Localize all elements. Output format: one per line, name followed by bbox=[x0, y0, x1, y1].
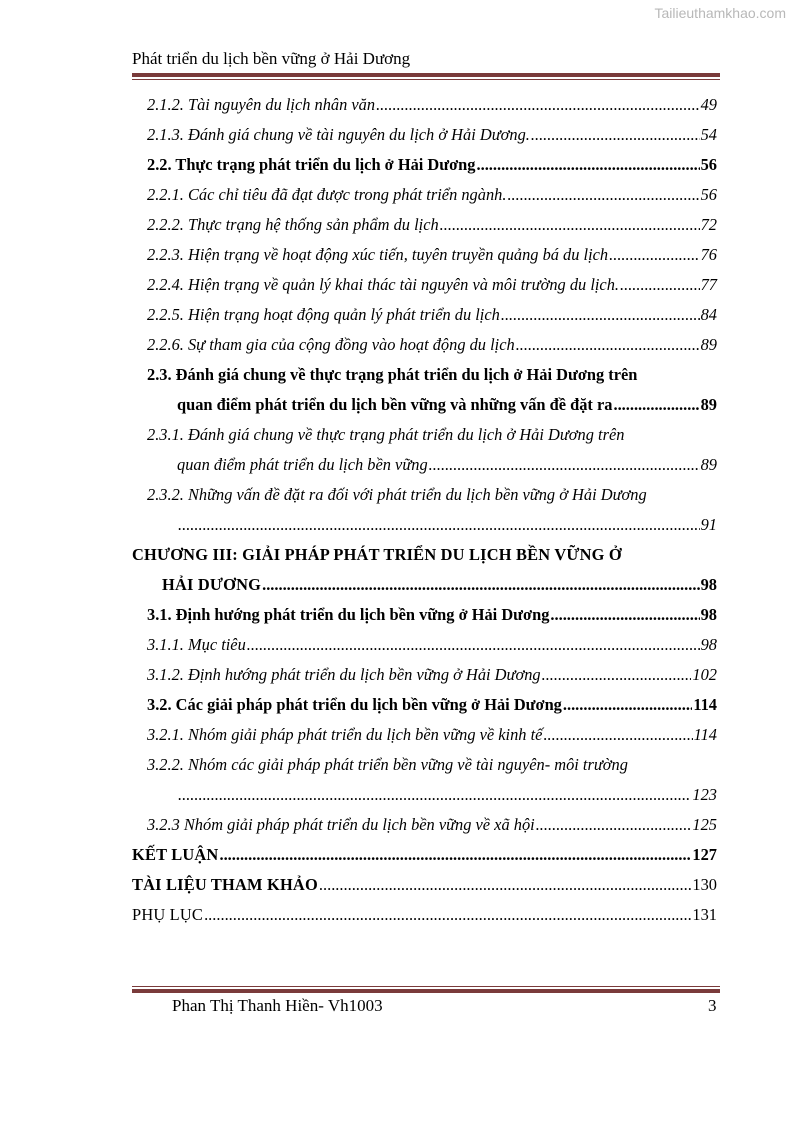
toc-entry-3-1 bbox=[132, 600, 717, 630]
toc-entry-page: 72 bbox=[700, 215, 717, 234]
toc-entry-title: 3.2.1. Nhóm giải pháp phát triển du lịch bền vững về kinh tế bbox=[147, 725, 543, 744]
toc-entry-title: 2.3. Đánh giá chung về thực trạng phát triển du lịch ở Hải Dương trên bbox=[147, 365, 638, 384]
leader-dots bbox=[319, 870, 692, 900]
toc-entry-page: 89 bbox=[700, 395, 717, 414]
toc-entry-title-continued: quan điểm phát triển du lịch bền vững và những vấn đề đặt ra bbox=[177, 395, 613, 414]
leader-dots bbox=[178, 510, 700, 540]
toc-entry-page: 84 bbox=[700, 305, 717, 324]
toc-entry-chapter-3 bbox=[132, 540, 717, 600]
footer-rule-thick bbox=[132, 989, 720, 993]
leader-dots bbox=[219, 840, 691, 870]
watermark-text: Tailieuthamkhao.com bbox=[654, 5, 786, 21]
toc-entry-2-2-3 bbox=[132, 240, 717, 270]
toc-entry-title: TÀI LIỆU THAM KHẢO bbox=[132, 875, 318, 894]
toc-entry-2-1-3 bbox=[132, 120, 717, 150]
toc-entry-page: 56 bbox=[700, 155, 717, 174]
toc-entry-title: CHƯƠNG III: GIẢI PHÁP PHÁT TRIỂN DU LỊCH BỀN VỮNG Ở bbox=[132, 545, 622, 564]
toc-entry-2-2-1 bbox=[132, 180, 717, 210]
header-rule-thick bbox=[132, 73, 720, 77]
toc-entry-page: 131 bbox=[692, 905, 717, 924]
toc-entry-2-3-1 bbox=[132, 420, 717, 480]
leader-dots bbox=[507, 180, 699, 210]
leader-dots bbox=[204, 900, 691, 930]
toc-entry-page: 76 bbox=[700, 245, 717, 264]
leader-dots bbox=[536, 810, 692, 840]
toc-entry-page: 114 bbox=[693, 695, 717, 714]
toc-entry-conclusion bbox=[132, 840, 717, 870]
toc-entry-title: 3.2.3 Nhóm giải pháp phát triển du lịch bền vững về xã hội bbox=[147, 815, 535, 834]
toc-entry-title: 2.1.2. Tài nguyên du lịch nhân văn bbox=[147, 95, 376, 114]
toc-entry-page: 91 bbox=[700, 515, 717, 534]
leader-dots bbox=[262, 570, 700, 600]
footer-rule-thin bbox=[132, 986, 720, 987]
leader-dots bbox=[247, 630, 700, 660]
leader-dots bbox=[531, 120, 700, 150]
toc-entry-title: 3.1.1. Mục tiêu bbox=[147, 635, 246, 654]
toc-entry-title: 3.1. Định hướng phát triển du lịch bền vững ở Hải Dương bbox=[147, 605, 550, 624]
toc-entry-page: 54 bbox=[700, 125, 717, 144]
leader-dots bbox=[440, 210, 700, 240]
table-of-contents bbox=[132, 90, 717, 930]
toc-entry-title: 3.2.2. Nhóm các giải pháp phát triển bền vững về tài nguyên- môi trường bbox=[147, 755, 628, 774]
toc-entry-title: 3.2. Các giải pháp phát triển du lịch bền vững ở Hải Dương bbox=[147, 695, 562, 714]
leader-dots bbox=[613, 390, 699, 420]
toc-entry-title: 2.2.3. Hiện trạng về hoạt động xúc tiến, tuyên truyền quảng bá du lịch bbox=[147, 245, 609, 264]
toc-entry-3-2-2 bbox=[132, 750, 717, 810]
toc-entry-page: 98 bbox=[700, 635, 717, 654]
leader-dots bbox=[542, 660, 692, 690]
toc-entry-title: 2.3.2. Những vấn đề đặt ra đối với phát triển du lịch bền vững ở Hải Dương bbox=[147, 485, 647, 504]
toc-entry-3-1-1 bbox=[132, 630, 717, 660]
toc-entry-page: 127 bbox=[692, 845, 717, 864]
toc-entry-appendix bbox=[132, 900, 717, 930]
toc-entry-3-1-2 bbox=[132, 660, 717, 690]
toc-entry-title: 2.2.4. Hiện trạng về quản lý khai thác tài nguyên và môi trường du lịch. bbox=[147, 275, 619, 294]
toc-entry-2-2-2 bbox=[132, 210, 717, 240]
leader-dots bbox=[501, 300, 700, 330]
toc-entry-references bbox=[132, 870, 717, 900]
toc-entry-2-2 bbox=[132, 150, 717, 180]
toc-entry-page: 114 bbox=[693, 725, 717, 744]
toc-entry-2-2-4 bbox=[132, 270, 717, 300]
leader-dots bbox=[609, 240, 699, 270]
toc-entry-page: 89 bbox=[700, 455, 717, 474]
footer-page-number: 3 bbox=[708, 996, 717, 1015]
leader-dots bbox=[550, 600, 699, 630]
toc-entry-title: 3.1.2. Định hướng phát triển du lịch bền vững ở Hải Dương bbox=[147, 665, 541, 684]
leader-dots bbox=[563, 690, 692, 720]
header-rule-thin bbox=[132, 79, 720, 80]
page-header-title: Phát triển du lịch bền vững ở Hải Dương bbox=[132, 49, 411, 68]
toc-entry-page: 98 bbox=[700, 605, 717, 624]
toc-entry-page: 77 bbox=[700, 275, 717, 294]
leader-dots bbox=[516, 330, 700, 360]
toc-entry-page: 102 bbox=[692, 665, 717, 684]
toc-entry-page: 125 bbox=[692, 815, 717, 834]
toc-entry-2-3 bbox=[132, 360, 717, 420]
toc-entry-2-3-2 bbox=[132, 480, 717, 540]
leader-dots bbox=[429, 450, 700, 480]
leader-dots bbox=[620, 270, 700, 300]
leader-dots bbox=[376, 90, 700, 120]
toc-entry-title: 2.2.6. Sự tham gia của cộng đồng vào hoạt động du lịch bbox=[147, 335, 515, 354]
toc-entry-3-2-1 bbox=[132, 720, 717, 750]
toc-entry-title: PHỤ LỤC bbox=[132, 905, 204, 924]
toc-entry-title-continued: HẢI DƯƠNG bbox=[162, 575, 262, 594]
toc-entry-title: 2.3.1. Đánh giá chung về thực trạng phát triển du lịch ở Hải Dương trên bbox=[147, 425, 625, 444]
toc-entry-3-2-3 bbox=[132, 810, 717, 840]
toc-entry-title: 2.2.1. Các chỉ tiêu đã đạt được trong phát triển ngành. bbox=[147, 185, 507, 204]
leader-dots bbox=[477, 150, 700, 180]
toc-entry-title: 2.1.3. Đánh giá chung về tài nguyên du lịch ở Hải Dương. bbox=[147, 125, 530, 144]
leader-dots bbox=[178, 780, 691, 810]
toc-entry-title: KẾT LUẬN bbox=[132, 845, 219, 864]
toc-entry-2-2-6 bbox=[132, 330, 717, 360]
leader-dots bbox=[543, 720, 692, 750]
footer-author: Phan Thị Thanh Hiền- Vh1003 bbox=[172, 996, 383, 1015]
toc-entry-page: 98 bbox=[700, 575, 717, 594]
toc-entry-3-2 bbox=[132, 690, 717, 720]
toc-entry-2-2-5 bbox=[132, 300, 717, 330]
toc-entry-page: 123 bbox=[692, 785, 717, 804]
toc-entry-title: 2.2.5. Hiện trạng hoạt động quản lý phát triển du lịch bbox=[147, 305, 500, 324]
toc-entry-title: 2.2.2. Thực trạng hệ thống sản phẩm du lịch bbox=[147, 215, 439, 234]
toc-entry-page: 130 bbox=[692, 875, 717, 894]
toc-entry-2-1-2 bbox=[132, 90, 717, 120]
toc-entry-title-continued: quan điểm phát triển du lịch bền vững bbox=[177, 455, 428, 474]
toc-entry-page: 89 bbox=[700, 335, 717, 354]
toc-entry-page: 56 bbox=[700, 185, 717, 204]
toc-entry-title: 2.2. Thực trạng phát triển du lịch ở Hải Dương bbox=[147, 155, 476, 174]
toc-entry-page: 49 bbox=[700, 95, 717, 114]
